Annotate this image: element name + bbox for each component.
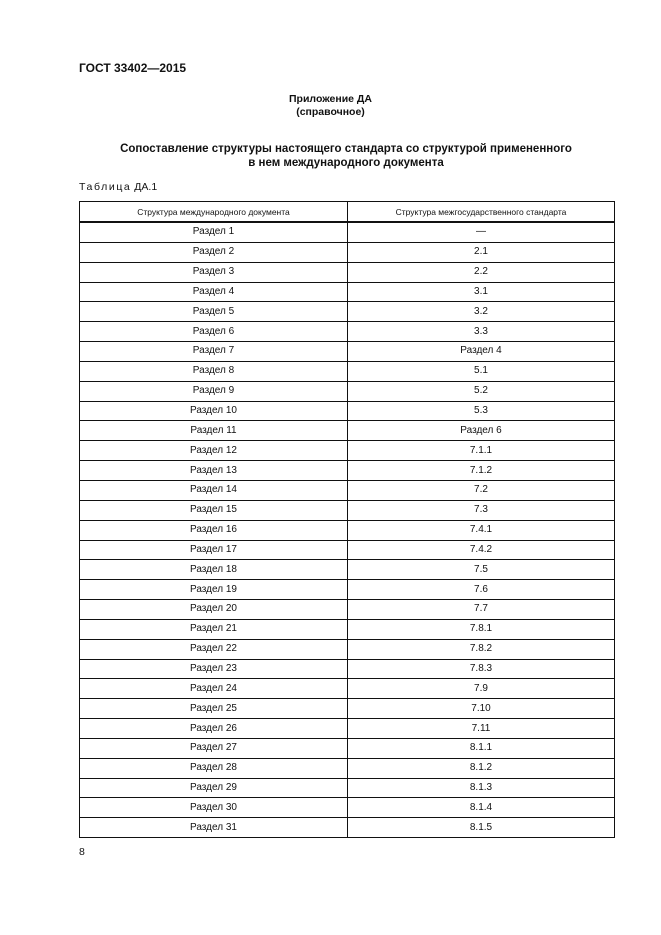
international-section-cell: Раздел 13 xyxy=(80,461,348,481)
international-section-cell: Раздел 11 xyxy=(80,421,348,441)
table-row xyxy=(80,262,615,282)
international-section-cell: Раздел 29 xyxy=(80,778,348,798)
table-row xyxy=(80,480,615,500)
appendix-type: (справочное) xyxy=(296,106,365,118)
interstate-section-cell: 5.1 xyxy=(348,361,615,381)
international-section-cell: Раздел 18 xyxy=(80,560,348,580)
table-row xyxy=(80,222,615,242)
table-row xyxy=(80,600,615,620)
table-row xyxy=(80,500,615,520)
table-row xyxy=(80,322,615,342)
interstate-section-cell: 7.3 xyxy=(348,500,615,520)
table-row xyxy=(80,758,615,778)
international-section-cell: Раздел 26 xyxy=(80,719,348,739)
international-section-cell: Раздел 4 xyxy=(80,282,348,302)
interstate-section-cell: 7.4.2 xyxy=(348,540,615,560)
interstate-section-cell: 7.4.1 xyxy=(348,520,615,540)
international-section-cell: Раздел 24 xyxy=(80,679,348,699)
table-row xyxy=(80,659,615,679)
table-row xyxy=(80,342,615,362)
international-section-cell: Раздел 20 xyxy=(80,600,348,620)
international-section-cell: Раздел 1 xyxy=(80,222,348,242)
interstate-section-cell: 2.2 xyxy=(348,262,615,282)
appendix-title: Приложение ДА xyxy=(289,93,372,105)
interstate-section-cell: 8.1.3 xyxy=(348,778,615,798)
table-row xyxy=(80,818,615,838)
table-row xyxy=(80,580,615,600)
interstate-section-cell: 3.1 xyxy=(348,282,615,302)
interstate-section-cell: Раздел 4 xyxy=(348,342,615,362)
interstate-section-cell: 7.9 xyxy=(348,679,615,699)
standard-code: ГОСТ 33402—2015 xyxy=(79,61,187,75)
table-header-row xyxy=(80,202,615,223)
international-section-cell: Раздел 27 xyxy=(80,738,348,758)
appendix-heading xyxy=(0,93,661,119)
table-row xyxy=(80,520,615,540)
table-row xyxy=(80,361,615,381)
column-header-international: Структура международного документа xyxy=(80,202,348,223)
interstate-section-cell: 7.1.2 xyxy=(348,461,615,481)
international-section-cell: Раздел 14 xyxy=(80,480,348,500)
table-row xyxy=(80,381,615,401)
interstate-section-cell: 7.8.1 xyxy=(348,619,615,639)
interstate-section-cell: 3.3 xyxy=(348,322,615,342)
table-caption-id: ДА.1 xyxy=(134,181,158,193)
international-section-cell: Раздел 17 xyxy=(80,540,348,560)
international-section-cell: Раздел 15 xyxy=(80,500,348,520)
table-row xyxy=(80,719,615,739)
document-title-line-2: в нем международного документа xyxy=(248,157,444,169)
table-row xyxy=(80,540,615,560)
international-section-cell: Раздел 28 xyxy=(80,758,348,778)
international-section-cell: Раздел 5 xyxy=(80,302,348,322)
interstate-section-cell: 8.1.4 xyxy=(348,798,615,818)
international-section-cell: Раздел 6 xyxy=(80,322,348,342)
table-row xyxy=(80,560,615,580)
table-row xyxy=(80,282,615,302)
document-title xyxy=(0,142,661,170)
interstate-section-cell: 7.11 xyxy=(348,719,615,739)
table-body xyxy=(80,222,615,838)
international-section-cell: Раздел 30 xyxy=(80,798,348,818)
interstate-section-cell: 7.1.1 xyxy=(348,441,615,461)
table-row xyxy=(80,619,615,639)
international-section-cell: Раздел 16 xyxy=(80,520,348,540)
interstate-section-cell: 3.2 xyxy=(348,302,615,322)
table-row xyxy=(80,699,615,719)
international-section-cell: Раздел 12 xyxy=(80,441,348,461)
table-row xyxy=(80,401,615,421)
interstate-section-cell: 8.1.2 xyxy=(348,758,615,778)
interstate-section-cell: 7.6 xyxy=(348,580,615,600)
table-row xyxy=(80,421,615,441)
interstate-section-cell: Раздел 6 xyxy=(348,421,615,441)
international-section-cell: Раздел 22 xyxy=(80,639,348,659)
table-row xyxy=(80,461,615,481)
international-section-cell: Раздел 25 xyxy=(80,699,348,719)
interstate-section-cell: 7.10 xyxy=(348,699,615,719)
international-section-cell: Раздел 21 xyxy=(80,619,348,639)
interstate-section-cell: 2.1 xyxy=(348,242,615,262)
international-section-cell: Раздел 8 xyxy=(80,361,348,381)
international-section-cell: Раздел 2 xyxy=(80,242,348,262)
interstate-section-cell: 7.7 xyxy=(348,600,615,620)
interstate-section-cell: 7.8.3 xyxy=(348,659,615,679)
table-row xyxy=(80,242,615,262)
table-caption-word: Таблица xyxy=(79,181,132,193)
table-row xyxy=(80,639,615,659)
table-row xyxy=(80,441,615,461)
interstate-section-cell: 7.8.2 xyxy=(348,639,615,659)
international-section-cell: Раздел 7 xyxy=(80,342,348,362)
interstate-section-cell: — xyxy=(348,222,615,242)
interstate-section-cell: 5.3 xyxy=(348,401,615,421)
interstate-section-cell: 8.1.1 xyxy=(348,738,615,758)
interstate-section-cell: 5.2 xyxy=(348,381,615,401)
page-number: 8 xyxy=(79,846,85,858)
interstate-section-cell: 7.5 xyxy=(348,560,615,580)
table-row xyxy=(80,738,615,758)
international-section-cell: Раздел 9 xyxy=(80,381,348,401)
table-row xyxy=(80,778,615,798)
structure-comparison-table xyxy=(79,201,615,838)
table-row xyxy=(80,798,615,818)
column-header-interstate: Структура межгосударственного стандарта xyxy=(348,202,615,223)
international-section-cell: Раздел 3 xyxy=(80,262,348,282)
document-title-line-1: Сопоставление структуры настоящего стандарта со структурой примененного xyxy=(120,143,572,155)
table-caption xyxy=(79,181,157,193)
international-section-cell: Раздел 10 xyxy=(80,401,348,421)
table-row xyxy=(80,679,615,699)
international-section-cell: Раздел 19 xyxy=(80,580,348,600)
international-section-cell: Раздел 31 xyxy=(80,818,348,838)
table-row xyxy=(80,302,615,322)
interstate-section-cell: 8.1.5 xyxy=(348,818,615,838)
international-section-cell: Раздел 23 xyxy=(80,659,348,679)
interstate-section-cell: 7.2 xyxy=(348,480,615,500)
